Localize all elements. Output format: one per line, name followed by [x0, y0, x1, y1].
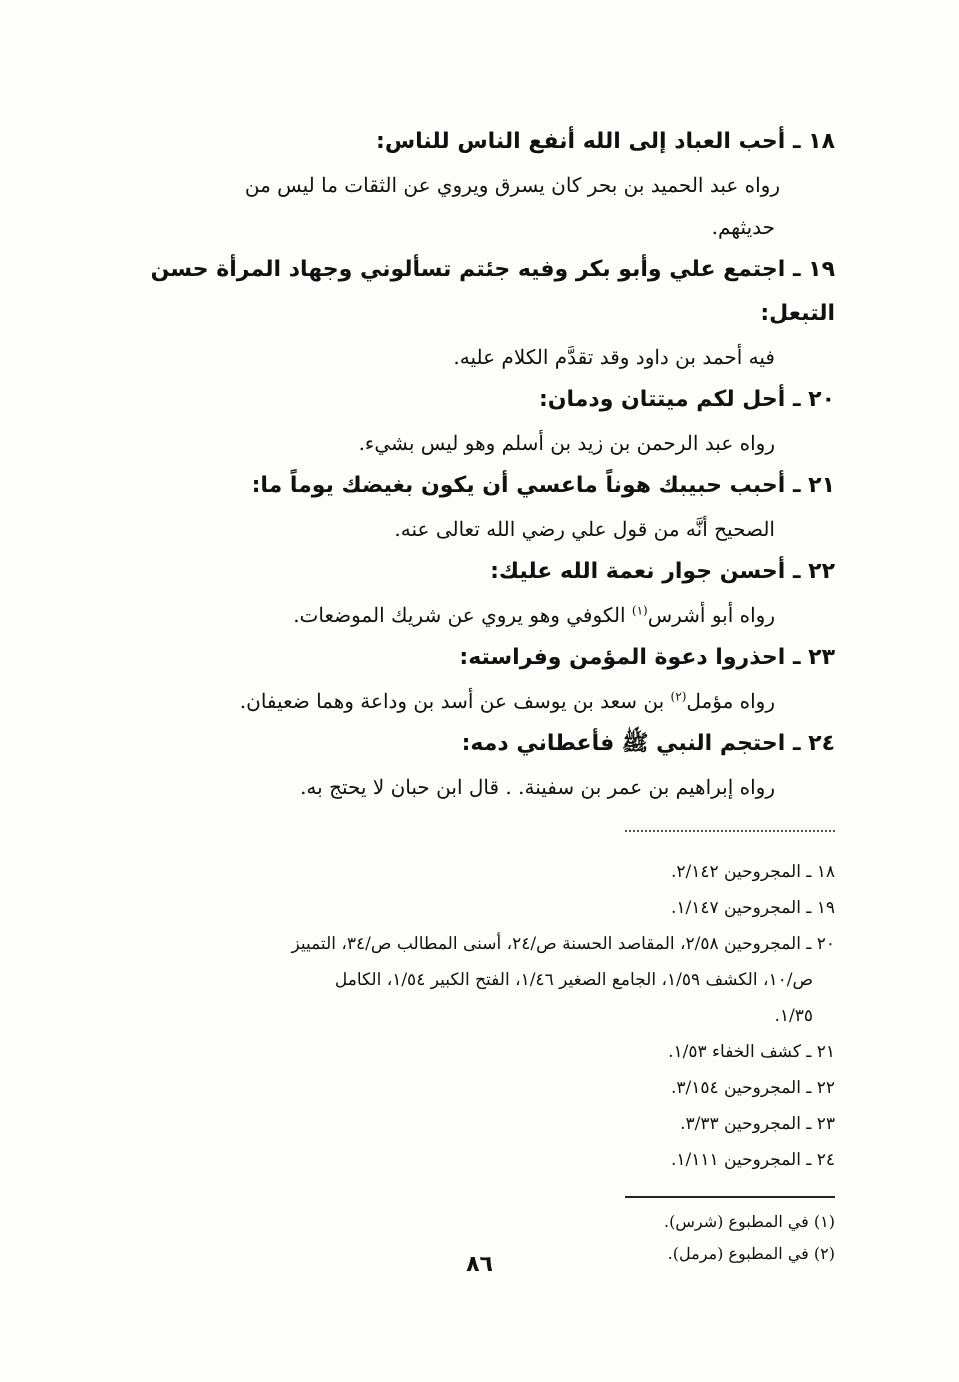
- reference-line: ٢٠ ـ المجروحين ٢/٥٨، المقاصد الحسنة ص/٢٤، أسنى المطالب ص/٣٤، التمييز: [291, 934, 835, 954]
- entry-heading: ٢٠ ـ أحل لكم ميتتان ودمان:: [538, 387, 835, 412]
- reference-continuation: ص/١٠، الكشف ١/٥٩، الجامع الصغير ١/٤٦، الفتح الكبير ١/٥٤، الكامل: [334, 970, 813, 990]
- entry-heading: ١٨ ـ أحب العباد إلى الله أنفع الناس للناس:: [376, 129, 835, 154]
- entry-body-text: بن سعد بن يوسف عن أسد بن وداعة وهما ضعيفان.: [239, 689, 671, 713]
- entry-body-text: الكوفي وهو يروي عن شريك الموضعات.: [293, 603, 632, 627]
- page-number: ٨٦: [466, 1252, 493, 1277]
- reference-item: ٢٣ ـ المجروحين ٣/٣٣.: [680, 1114, 835, 1134]
- reference-item: ٢٢ ـ المجروحين ٣/١٥٤.: [670, 1078, 835, 1098]
- reference-item: ٢١ ـ كشف الخفاء ١/٥٣.: [668, 1042, 835, 1062]
- footnote-marker: (١): [631, 603, 648, 618]
- reference-continuation: ١/٣٥.: [774, 1006, 813, 1026]
- footnote-item: (٢) في المطبوع (مرمل).: [667, 1244, 835, 1263]
- entry-body: رواه إبراهيم بن عمر بن سفينة. . قال ابن حبان لا يحتج به.: [300, 775, 775, 799]
- reference-item: [140, 926, 835, 1034]
- reference-item: ١٨ ـ المجروحين ٢/١٤٢.: [670, 862, 835, 882]
- entry-body: [140, 164, 835, 248]
- entry-body: [140, 594, 835, 636]
- entry-heading: ٢٢ ـ أحسن جوار نعمة الله عليك:: [490, 559, 835, 584]
- entry-heading: ٢١ ـ أحبب حبيبك هوناً ماعسي أن يكون بغيضك يوماً ما:: [251, 473, 835, 498]
- reference-item: ٢٤ ـ المجروحين ١/١١١.: [670, 1150, 835, 1170]
- entry-body-line: رواه عبد الحميد بن بحر كان يسرق ويروي عن الثقات ما ليس من: [244, 173, 780, 197]
- entry-body: الصحيح أنَّه من قول علي رضي الله تعالى عنه.: [394, 517, 775, 541]
- entry-body-continuation: حديثهم.: [711, 215, 775, 239]
- entry-21: [140, 464, 835, 550]
- reference-item: ١٩ ـ المجروحين ١/١٤٧.: [670, 898, 835, 918]
- entry-body: رواه عبد الرحمن بن زيد بن أسلم وهو ليس بشيء.: [358, 431, 775, 455]
- entry-heading: ٢٣ ـ احذروا دعوة المؤمن وفراسته:: [459, 645, 835, 670]
- entry-heading: ٢٤ ـ احتجم النبي ﷺ فأعطاني دمه:: [461, 731, 835, 756]
- entry-heading: ١٩ ـ اجتمع علي وأبو بكر وفيه جئتم تسألوني وجهاد المرأة حسن التبعل:: [150, 257, 835, 326]
- footnote-rule: [625, 1196, 835, 1198]
- entry-body: [140, 680, 835, 722]
- entry-body-text: رواه مؤمل: [686, 689, 775, 713]
- page-content: [140, 120, 835, 1270]
- references-list: [140, 854, 835, 1178]
- footnote-marker: (٢): [670, 689, 687, 704]
- dotted-separator: [625, 830, 835, 842]
- entry-18: [140, 120, 835, 248]
- footnote-item: (١) في المطبوع (شرس).: [664, 1212, 835, 1231]
- entry-body: فيه أحمد بن داود وقد تقدَّم الكلام عليه.: [453, 345, 775, 369]
- entry-22: [140, 550, 835, 636]
- entry-19: [140, 248, 835, 378]
- entry-body-text: رواه أبو أشرس: [647, 603, 775, 627]
- entry-20: [140, 378, 835, 464]
- entry-23: [140, 636, 835, 722]
- entry-24: [140, 722, 835, 808]
